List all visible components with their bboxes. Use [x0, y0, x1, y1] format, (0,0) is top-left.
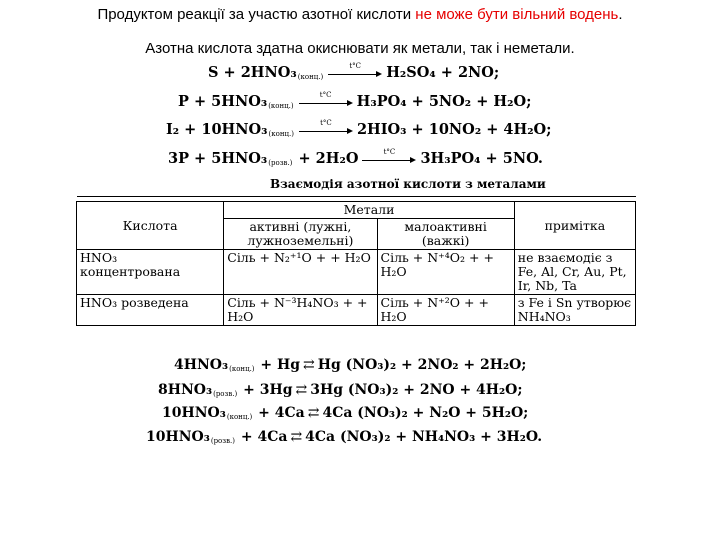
reaction-condition: (розв.) — [268, 159, 293, 167]
reaction-condition: (конц.) — [268, 102, 294, 110]
reaction-metal: + 4Ca — [258, 405, 305, 421]
table-row — [77, 250, 636, 295]
reaction-condition: (конц.) — [297, 73, 324, 81]
reaction-phosphorus — [178, 93, 531, 110]
active-cell: Сіль + N⁻³H₄NO₃ + + H₂O — [224, 295, 377, 326]
acid-cell: HNO₃ концентрована — [77, 250, 224, 295]
reaction-products: 4Ca (NO₃)₂ + N₂O + 5H₂O; — [322, 405, 529, 421]
reaction-reactants: 10HNO₃ — [146, 429, 210, 445]
reaction-reactants: 3P + 5HNO₃ — [168, 150, 268, 167]
reaction-condition: (розв.) — [210, 437, 235, 445]
reaction-phosphorus-dilute — [168, 150, 543, 167]
table-caption: Взаємодія азотної кислоти з металами — [270, 177, 546, 191]
arrow-label: t°C — [383, 148, 396, 156]
reaction-reactants: 4HNO₃ — [174, 357, 229, 373]
reaction-reactants: 10HNO₃ — [162, 405, 226, 421]
header-active-metals: активні (лужні, лужноземельні) — [224, 219, 377, 250]
note-cell: не взаємодіє з Fe, Al, Cr, Au, Pt, Ir, Nb, Ta — [514, 250, 635, 295]
intro-line — [0, 6, 720, 23]
reaction-condition: (конц.) — [226, 413, 253, 421]
equilibrium-arrow-icon: ⇄ — [295, 382, 308, 398]
reaction-condition: (конц.) — [268, 130, 294, 138]
reaction-arrow — [299, 91, 353, 107]
reaction-reactants: I₂ + 10HNO₃ — [166, 121, 268, 138]
reaction-products: 4Ca (NO₃)₂ + NH₄NO₃ + 3H₂O. — [305, 429, 543, 445]
intro-highlight: не може бути вільний водень — [415, 6, 619, 23]
reaction-metal: + 3Hg — [243, 382, 293, 398]
oxidation-statement: Азотна кислота здатна окиснювати як метали, так і неметали. — [145, 40, 575, 57]
reaction-arrow — [362, 148, 416, 164]
header-acid: Кислота — [77, 202, 224, 250]
equilibrium-arrow-icon: ⇄ — [290, 429, 303, 445]
acid-cell: HNO₃ розведена — [77, 295, 224, 326]
metals-table — [76, 196, 636, 326]
arrow-label: t°C — [320, 119, 332, 127]
reaction-water: + 2H₂O — [298, 150, 359, 167]
reaction-iodine — [166, 121, 552, 138]
reaction-hg-dilute — [158, 382, 523, 398]
reaction-metal: + 4Ca — [240, 429, 288, 445]
active-cell: Сіль + N₂⁺¹O + + H₂O — [224, 250, 377, 295]
note-cell: з Fe і Sn утворює NH₄NO₃ — [514, 295, 635, 326]
header-low-active-metals: малоактивні (важкі) — [377, 219, 514, 250]
arrow-label: t°C — [319, 91, 332, 99]
reaction-sulfur — [208, 64, 499, 81]
reaction-ca-dilute — [146, 429, 542, 445]
reaction-products: Hg (NO₃)₂ + 2NO₂ + 2H₂O; — [317, 357, 527, 373]
table-row — [77, 295, 636, 326]
reaction-reactants: 8HNO₃ — [158, 382, 213, 398]
reaction-condition: (конц.) — [229, 365, 255, 373]
arrow-label: t°C — [349, 62, 362, 70]
low-active-cell: Сіль + N⁺²O + + H₂O — [377, 295, 514, 326]
reaction-reactants: P + 5HNO₃ — [178, 93, 268, 110]
low-active-cell: Сіль + N⁺⁴O₂ + + H₂O — [377, 250, 514, 295]
intro-end: . — [618, 6, 623, 23]
reaction-reactants: S + 2HNO₃ — [208, 64, 297, 81]
reaction-products: H₂SO₄ + 2NO; — [386, 64, 500, 81]
reaction-products: 2HIO₃ + 10NO₂ + 4H₂O; — [356, 121, 552, 138]
reaction-arrow — [299, 119, 353, 135]
reaction-products: 3H₃PO₄ + 5NO. — [420, 150, 543, 167]
reaction-products: H₃PO₄ + 5NO₂ + H₂O; — [356, 93, 532, 110]
equilibrium-arrow-icon: ⇄ — [307, 405, 320, 421]
reaction-hg-conc — [174, 357, 526, 373]
reaction-products: 3Hg (NO₃)₂ + 2NO + 4H₂O; — [310, 382, 523, 398]
reaction-arrow — [328, 62, 382, 78]
reaction-ca-conc — [162, 405, 528, 421]
intro-text: Продуктом реакції за участю азотної кислоти — [97, 6, 416, 23]
reaction-metal: + Hg — [260, 357, 301, 373]
header-metals: Метали — [224, 202, 515, 219]
header-note: примітка — [514, 202, 635, 250]
reaction-condition: (розв.) — [213, 390, 238, 398]
equilibrium-arrow-icon: ⇄ — [303, 357, 315, 373]
